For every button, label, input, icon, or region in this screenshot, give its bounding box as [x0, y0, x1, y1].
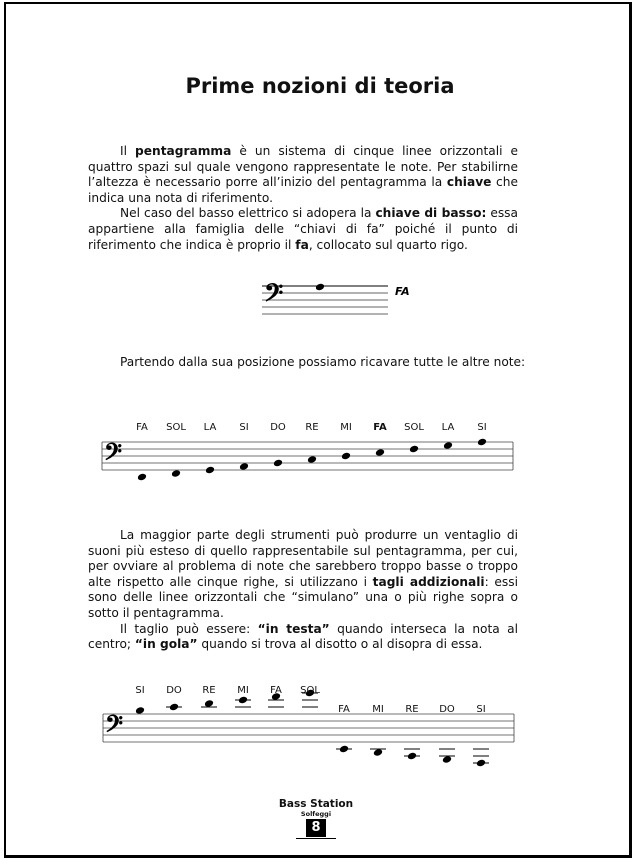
note-label: RE: [305, 422, 319, 433]
page-title: Prime nozioni di teoria: [185, 74, 455, 98]
note-label: SOL: [166, 422, 186, 433]
page-number: 8: [306, 819, 326, 837]
note-label: MI: [372, 704, 384, 715]
footer-divider: [296, 838, 336, 839]
note-label: DO: [166, 685, 182, 696]
note-label: FA: [338, 704, 350, 715]
text-span: quando si trova al disotto o al disopra di essa.: [197, 637, 483, 652]
ledger-staff-lines: [103, 714, 514, 742]
text-span: , collocato sul quarto rigo.: [308, 237, 468, 252]
scale-intro-text: Partendo dalla sua posizione possiamo ricavare tutte le altre note:: [120, 355, 526, 369]
note-label: LA: [203, 422, 217, 433]
note-label: MI: [237, 685, 249, 696]
clef-example-label: FA: [395, 285, 410, 298]
term-chiave-di-basso: chiave di basso:: [375, 206, 487, 221]
text-span: Il: [120, 144, 136, 158]
note-label: FA: [270, 685, 282, 696]
note-label: RE: [405, 704, 419, 715]
note-label: FA: [136, 422, 148, 433]
note-label: LA: [441, 422, 455, 433]
bass-clef-icon: 𝄢: [105, 710, 124, 743]
term-fa: fa: [295, 237, 309, 252]
term-chiave: chiave: [446, 175, 492, 190]
term-pentagramma: pentagramma: [135, 144, 232, 158]
text-span: Nel caso del basso elettrico si adopera la: [120, 206, 376, 221]
text-span: quando interseca la nota al centro;: [88, 621, 518, 652]
note-label: SI: [135, 685, 145, 696]
text-span: Il taglio può essere:: [120, 621, 258, 636]
note-label: DO: [439, 704, 455, 715]
note-label: MI: [340, 422, 352, 433]
bass-clef-icon: 𝄢: [104, 438, 123, 471]
footer-brand: Bass Station: [278, 798, 354, 810]
note-label: SI: [239, 422, 249, 433]
term-in-testa: “in testa”: [257, 621, 330, 636]
note-label: FA: [373, 422, 387, 433]
ledger-note: [476, 759, 486, 768]
term-in-gola: “in gola”: [134, 637, 198, 652]
text-span: è un sistema di cinque linee orizzontali e quattro spazi sul quale vengono rappresentate le note. Per stabilirne l’altezza è necessario porre all’inizio del pentagramma la: [88, 144, 519, 190]
note-label: DO: [270, 422, 286, 433]
ledger-note: [339, 745, 349, 754]
note-label: RE: [202, 685, 216, 696]
text-span: essa appartiene alla famiglia delle “chiavi di fa” poiché il punto di riferimento che indica è proprio il: [88, 206, 518, 252]
term-tagli-addizionali: tagli addizionali: [372, 574, 485, 589]
text-span: : essi sono delle linee orizzontali che “simulano” una o più righe sopra o sotto il pentagramma.: [88, 574, 518, 620]
ledger-note: [169, 703, 179, 712]
ledger-note: [407, 752, 417, 761]
text-span: che indica una nota di riferimento.: [88, 175, 518, 205]
bass-clef-icon: 𝄢: [264, 279, 284, 314]
note-label: SI: [476, 704, 486, 715]
text-span: La maggior parte degli strumenti può produrre un ventaglio di suoni più esteso di quello rappresentabile sul pentagramma, per cui, per ovviare al problema di note che sarebbero troppo basse o troppo alte rispetto alle cinque righe, si utilizzano i: [88, 528, 518, 589]
note-label: SOL: [404, 422, 424, 433]
note-label: SOL: [300, 685, 320, 696]
ledger-note: [135, 706, 145, 715]
footer-subtitle: Solfeggi: [300, 810, 332, 818]
ledger-notes: [135, 685, 489, 767]
note-label: SI: [477, 422, 487, 433]
ledger-note: [238, 696, 248, 705]
